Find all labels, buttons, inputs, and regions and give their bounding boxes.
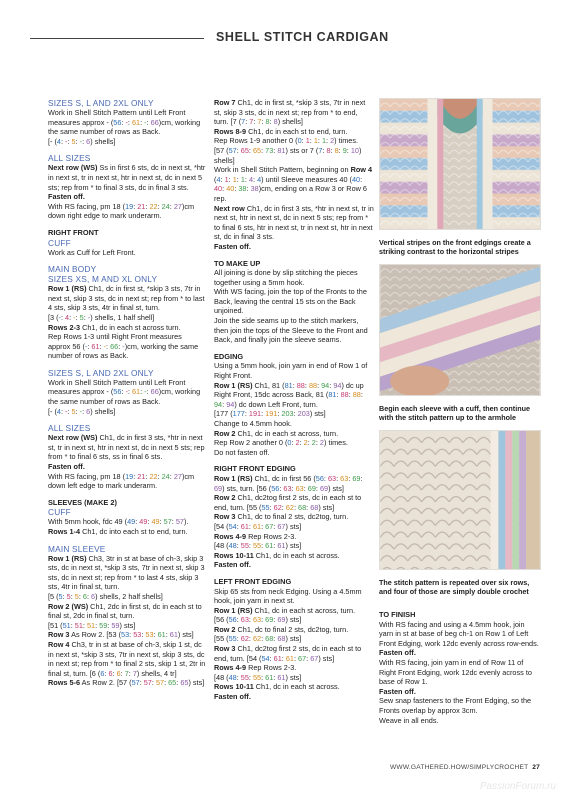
instruction-text: Row 3 As Row 2. [53 (53: 53: 53: 61: 61) sts] <box>48 630 194 640</box>
instruction-text: Work in Shell Stitch Pattern, beginning on Row 4 (4: 1: 1: 1: 4: 4) until Sleeve measures 40 (40: 40: 40: 38: 38)cm, ending on a Row 3 or Row 6 rep. <box>214 165 373 203</box>
section-heading: TO FINISH <box>379 610 416 619</box>
subsection-heading: SIZES S, L AND 2XL ONLY <box>48 367 154 378</box>
section-heading: RIGHT FRONT EDGING <box>214 464 296 474</box>
spacer <box>214 570 374 577</box>
instruction-text: With RS facing and using a 4.5mm hook, join yarn in st at base of beg ch-1 on Row 1 of Left Front Edging, work 12dc evenly across row-ends. <box>379 619 539 648</box>
instruction-text: Rows 10-11 Ch1, dc in each st across. <box>214 682 340 692</box>
photo-front-edging <box>379 98 541 256</box>
instruction-text: With RS facing, pm 18 (19: 21: 22: 24: 27)cm down right edge to mark underarm. <box>48 201 195 221</box>
section-heading: LEFT FRONT EDGING <box>214 576 292 586</box>
spacer <box>48 361 206 368</box>
instruction-text: [54 (54: 61: 61: 67: 67) sts] <box>214 521 302 531</box>
instruction-text: Row 2 Ch1, dc to final 2 sts, dc2tog, turn. <box>214 624 349 634</box>
instruction-text: Rep Rows 1-3 until Right Front measures approx 56 (-: 61: -: 66: -)cm, working the same number of rows as Back. <box>48 332 199 361</box>
instruction-text: Row 3 Ch1, dc to final 2 sts, dc2tog, turn. <box>214 512 349 522</box>
instruction-text: Rows 4-9 Rep Rows 2-3. <box>214 663 297 673</box>
subsection-heading: SIZES S, L AND 2XL ONLY <box>48 98 154 108</box>
instruction-text: [5 (5: 5: 5: 6: 6) shells, 2 half shells] <box>48 591 163 601</box>
instruction-text: Next row (WS) Ss in first 6 sts, dc in next st, *htr in next st, tr in next st, htr in next st, dc in next 5 sts; rep from * to final 3 sts, dc in final 3 sts. <box>48 163 206 192</box>
subsection-heading: MAIN SLEEVE <box>48 543 106 554</box>
spacer <box>48 416 206 423</box>
instruction-text: Row 1 (RS) Ch3, 3tr in st at base of ch-3, skip 3 sts, dc in next st, *skip 3 sts, 7tr in next st, skip 3 sts, dc in next st; rep from * to last 4 sts, skip 3 sts, 4tr in final st, turn. <box>48 553 205 592</box>
instruction-text: With WS facing, join the top of the Fronts to the Back, leaving the central 15 sts on the Back unjoined. <box>214 287 367 316</box>
photo-caption: Vertical stripes on the front edgings create a striking contrast to the horizontal stripes <box>379 238 531 257</box>
instruction-text: Work in Shell Stitch Pattern until Left Front measures approx - (56: -: 61: -: 66)cm, working the same number of rows as Back. <box>48 108 201 137</box>
instruction-text: Rep Row 2 another 0 (0: 2: 2: 2: 2) times. <box>214 438 348 448</box>
instruction-text: Rows 2-3 Ch1, dc in each st across turn. <box>48 322 181 332</box>
column-middle <box>214 98 374 702</box>
column-right-finish <box>379 610 539 725</box>
page-number: 27 <box>532 764 540 771</box>
instruction-text: Rows 10-11 Ch1, dc in each st across. <box>214 550 340 560</box>
instruction-text: Row 1 (RS) Ch1, dc in first 56 (56: 63: 63: 69: 69) sts, turn. [56 (56: 63: 63: 69: 69) sts] <box>214 473 363 493</box>
instruction-text: Fasten off. <box>379 686 416 696</box>
photo-caption: Begin each sleeve with a cuff, then continue with the stitch pattern up to the armhole <box>379 404 530 423</box>
instruction-text: Join the side seams up to the stitch markers, then join the tops of the Sleeve to the Front and Back, and finally join the sleeve seams. <box>214 316 368 345</box>
photo-caption: The stitch pattern is repeated over six rows, and four of those are simply double crochet <box>379 578 530 597</box>
instruction-text: Sew snap fasteners to the Front Edging, so the Fronts overlap by approx 3cm. <box>379 696 532 715</box>
instruction-text: Row 2 Ch1, dc in each st across, turn. <box>214 428 339 438</box>
instruction-text: [48 (48: 55: 55: 61: 61) sts] <box>214 672 302 682</box>
instruction-text: Row 7 Ch1, dc in first st, *skip 3 sts, 7tr in next st, skip 3 sts, dc in next st; rep from * to end, turn. [7 (7: 7: 7: 8: 8) shells] <box>214 98 366 127</box>
instruction-text: Work in Shell Stitch Pattern until Left Front measures approx - (56: -: 61: -: 66)cm, working the same number of rows as Back. <box>48 377 201 407</box>
subsection-heading: SIZES XS, M AND XL ONLY <box>48 274 158 285</box>
subsection-heading: CUFF <box>48 507 71 518</box>
instruction-text: Change to 4.5mm hook. <box>214 419 292 428</box>
section-heading: SLEEVES (MAKE 2) <box>48 497 117 507</box>
instruction-text: Row 2 Ch1, dc2tog first 2 sts, dc in each st to end, turn. [55 (55: 62: 62: 68: 68) sts] <box>214 493 362 512</box>
instruction-text: [3 (-: 4: -: 5: -) shells, 1 half shell] <box>48 312 155 322</box>
section-heading: TO MAKE UP <box>214 258 261 268</box>
column-left <box>48 98 206 688</box>
instruction-text: With RS facing, pm 18 (19: 21: 22: 24: 27)cm down left edge to mark underarm. <box>48 471 195 491</box>
instruction-text: Row 1 (RS) Ch1, dc in first st, *skip 3 sts, 7tr in next st, skip 3 sts, dc in next st; rep from * to last 4 sts, skip 3 sts, 4tr in final st, turn. <box>48 284 205 313</box>
instruction-text: [- (4: -: 5: -: 6) shells] <box>48 136 116 146</box>
instruction-text: Rows 1-4 Ch1, dc into each st to end, turn. <box>48 527 188 536</box>
instruction-text: Row 4 Ch3, tr in st at base of ch-3, skip 1 st, dc in next st, *skip 3 sts, 7tr in next st, skip 3 sts, dc in next st; rep from * to final 2 sts, skip 1 st, 2tr in final st, turn. [6 (6: 6: 6: 7: 7) shells, 4 tr] <box>48 639 206 678</box>
instruction-text: [- (4: -: 5: -: 6) shells] <box>48 406 116 416</box>
subsection-heading: ALL SIZES <box>48 153 91 164</box>
spacer <box>214 252 374 259</box>
photo-sleeve-cuff <box>379 264 541 422</box>
spacer <box>48 537 206 544</box>
section-heading: EDGING <box>214 351 244 361</box>
instruction-text: Fasten off. <box>214 241 251 251</box>
instruction-text: Fasten off. <box>48 192 85 202</box>
instruction-text: [51 (51: 51: 51: 59: 59) sts] <box>48 620 136 630</box>
spacer <box>214 345 374 352</box>
instruction-text: Next row Ch1, dc in first 3 sts, *htr in next st, tr in next st, htr in next st, dc in next 5 sts; rep from * to final 6 sts, htr in next st, tr in next st, htr in next st, dc in final 3 sts. <box>214 203 374 242</box>
page-footer <box>390 764 540 771</box>
instruction-text: Skip 65 sts from neck Edging. Using a 4.5mm hook, join yarn in next st. <box>214 586 362 606</box>
instruction-text: Row 3 Ch1, dc2tog first 2 sts, dc in each st to end, turn. [54 (54: 61: 61: 67: 67) sts] <box>214 644 362 663</box>
instruction-text: Work as Cuff for Left Front. <box>48 247 136 257</box>
spacer <box>48 221 206 228</box>
spacer <box>214 457 374 464</box>
spacer <box>48 257 206 264</box>
subsection-heading: CUFF <box>48 237 71 248</box>
sleeve-cuff-image <box>379 264 541 396</box>
subsection-heading: MAIN BODY <box>48 264 97 275</box>
instruction-text: [57 (57: 65: 65: 73: 81) sts or 7 (7: 8: 8: 9: 10) shells] <box>214 145 362 165</box>
photo-stitch-pattern <box>379 430 541 596</box>
instruction-text: Row 2 (WS) Ch1, 2dc in first st, dc in each st to final st, 2dc in final st, turn. <box>48 601 202 621</box>
instruction-text: [55 (55: 62: 62: 68: 68) sts] <box>214 634 302 644</box>
instruction-text: Fasten off. <box>214 560 251 570</box>
instruction-text: Row 1 (RS) Ch1, 81 (81: 88: 88: 94: 94) dc up Right Front, 15dc across Back, 81 (81: 88: 88: 94: 94) dc down Left Front, turn. <box>214 380 364 409</box>
instruction-text: Next row (WS) Ch1, dc in first 3 sts, *htr in next st, tr in next st, htr in next st, dc in next 5 sts; rep from * to final 6 sts, ss in final 6 sts. <box>48 433 205 462</box>
section-heading: RIGHT FRONT <box>48 227 99 237</box>
page-title: SHELL STITCH CARDIGAN <box>216 30 389 44</box>
instruction-text: Rep Rows 1-9 another 0 (0: 1: 1: 1: 2) times. <box>214 136 359 146</box>
instruction-text: With 5mm hook, fdc 49 (49: 49: 49: 57: 57). <box>48 517 189 527</box>
footer-url[interactable]: WWW.GATHERED.HOW/SIMPLYCROCHET <box>389 764 529 771</box>
instruction-text: Fasten off. <box>379 648 416 658</box>
instruction-text: Fasten off. <box>48 462 85 472</box>
instruction-text: Rows 5-6 As Row 2. [57 (57: 57: 57: 65: 65) sts] <box>48 678 205 688</box>
instruction-text: With RS facing, join yarn in end of Row 11 of Right Front Edging, work 12dc evenly across to base of Row 1. <box>379 657 532 687</box>
header-rule <box>30 38 204 39</box>
cardigan-front-image <box>379 98 541 230</box>
subsection-heading: ALL SIZES <box>48 423 91 434</box>
instruction-text: Using a 5mm hook, join yarn in end of Row 1 of Right Front. <box>214 361 368 381</box>
page-header <box>30 30 548 46</box>
instruction-text: All joining is done by slip stitching the pieces together using a 5mm hook. <box>214 268 358 287</box>
instruction-text: Row 1 (RS) Ch1, dc in each st across, turn. <box>214 605 356 615</box>
watermark: PassionForum.ru <box>479 781 556 792</box>
instruction-text: Weave in all ends. <box>379 715 439 725</box>
instruction-text: Do not fasten off. <box>214 447 270 457</box>
instruction-text: Fasten off. <box>214 692 251 702</box>
instruction-text: Rows 8-9 Ch1, dc in each st to end, turn. <box>214 126 348 136</box>
instruction-text: [56 (56: 63: 63: 69: 69) sts] <box>214 615 302 625</box>
instruction-text: [48 (48: 55: 55: 61: 61) sts] <box>214 541 302 551</box>
instruction-text: [177 (177: 191: 191: 203: 203) sts] <box>214 409 326 419</box>
spacer <box>48 491 206 498</box>
stitch-pattern-image <box>379 430 541 570</box>
spacer <box>48 146 206 153</box>
instruction-text: Rows 4-9 Rep Rows 2-3. <box>214 531 297 541</box>
